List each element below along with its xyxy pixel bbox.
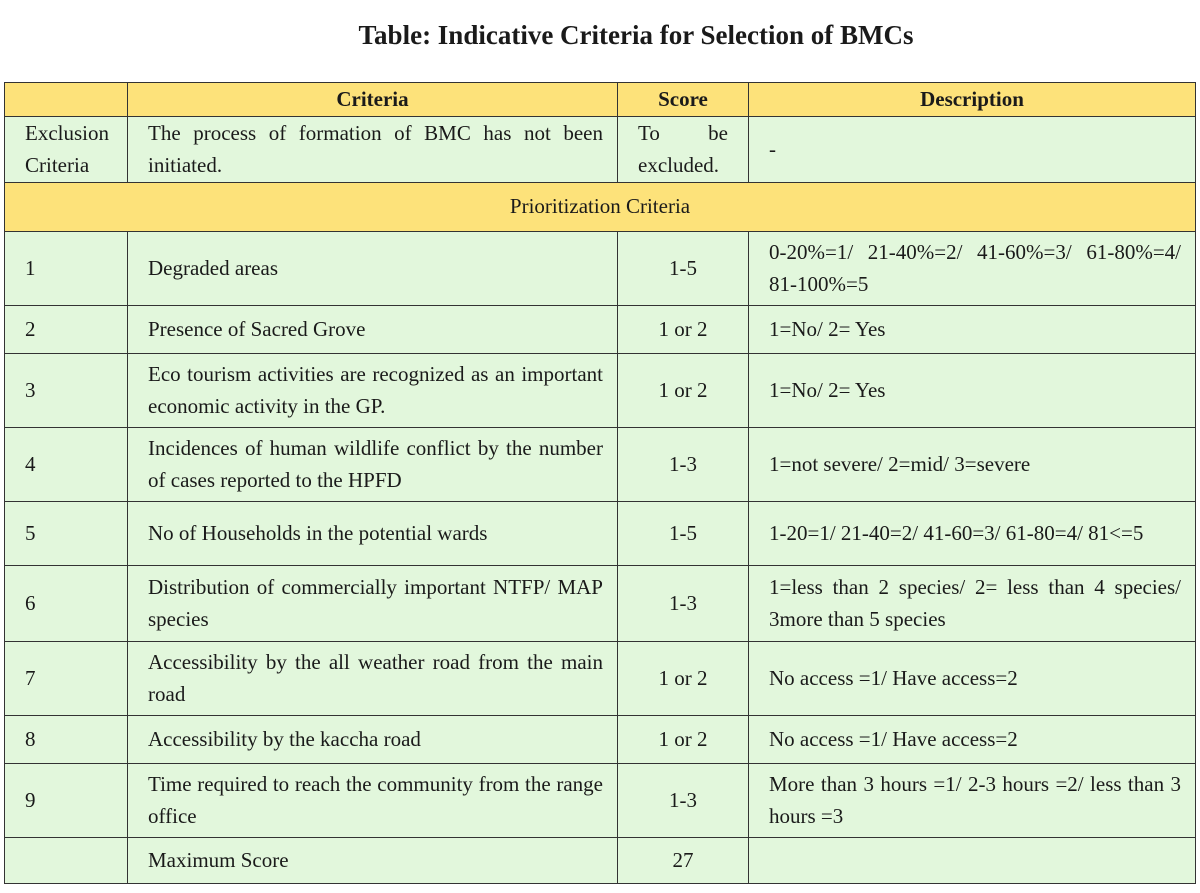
exclusion-criteria: The process of formation of BMC has not been initiated. bbox=[128, 116, 618, 182]
table-header-row bbox=[5, 83, 1196, 117]
row-score: 1-5 bbox=[618, 501, 749, 565]
table-row bbox=[5, 641, 1196, 715]
exclusion-score: To be excluded. bbox=[618, 116, 749, 182]
row-criteria: Accessibility by the all weather road from the main road bbox=[128, 641, 618, 715]
total-label: Maximum Score bbox=[128, 837, 618, 883]
exclusion-label: Exclusion Criteria bbox=[5, 116, 128, 182]
row-description: More than 3 hours =1/ 2-3 hours =2/ less than 3 hours =3 bbox=[749, 763, 1196, 837]
total-row bbox=[5, 837, 1196, 883]
header-description: Description bbox=[749, 83, 1196, 117]
row-criteria: Eco tourism activities are recognized as an important economic activity in the GP. bbox=[128, 353, 618, 427]
row-score: 1 or 2 bbox=[618, 641, 749, 715]
table-row bbox=[5, 763, 1196, 837]
row-score: 1 or 2 bbox=[618, 715, 749, 763]
total-number bbox=[5, 837, 128, 883]
row-criteria: Incidences of human wildlife conflict by the number of cases reported to the HPFD bbox=[128, 427, 618, 501]
row-score: 1-5 bbox=[618, 231, 749, 305]
row-criteria: Time required to reach the community from the range office bbox=[128, 763, 618, 837]
section-row bbox=[5, 182, 1196, 231]
table-row bbox=[5, 353, 1196, 427]
row-number: 8 bbox=[5, 715, 128, 763]
table-row bbox=[5, 715, 1196, 763]
row-score: 1-3 bbox=[618, 565, 749, 641]
row-criteria: Presence of Sacred Grove bbox=[128, 305, 618, 353]
row-number: 7 bbox=[5, 641, 128, 715]
row-number: 1 bbox=[5, 231, 128, 305]
row-number: 6 bbox=[5, 565, 128, 641]
table-title: Table: Indicative Criteria for Selection of BMCs bbox=[358, 20, 914, 50]
row-description: 1=less than 2 species/ 2= less than 4 species/ 3more than 5 species bbox=[749, 565, 1196, 641]
total-score: 27 bbox=[618, 837, 749, 883]
exclusion-description: - bbox=[749, 116, 1196, 182]
criteria-table bbox=[4, 82, 1196, 884]
table-row bbox=[5, 231, 1196, 305]
row-description: 0-20%=1/ 21-40%=2/ 41-60%=3/ 61-80%=4/ 81-100%=5 bbox=[749, 231, 1196, 305]
row-criteria: No of Households in the potential wards bbox=[128, 501, 618, 565]
header-criteria: Criteria bbox=[128, 83, 618, 117]
row-description: No access =1/ Have access=2 bbox=[749, 715, 1196, 763]
header-no bbox=[5, 83, 128, 117]
row-score: 1-3 bbox=[618, 763, 749, 837]
table-row bbox=[5, 501, 1196, 565]
row-number: 9 bbox=[5, 763, 128, 837]
row-criteria: Distribution of commercially important NTFP/ MAP species bbox=[128, 565, 618, 641]
row-description: 1=No/ 2= Yes bbox=[749, 305, 1196, 353]
row-description: No access =1/ Have access=2 bbox=[749, 641, 1196, 715]
row-number: 3 bbox=[5, 353, 128, 427]
exclusion-row bbox=[5, 116, 1196, 182]
row-number: 5 bbox=[5, 501, 128, 565]
row-description: 1=No/ 2= Yes bbox=[749, 353, 1196, 427]
header-score: Score bbox=[618, 83, 749, 117]
row-score: 1 or 2 bbox=[618, 353, 749, 427]
row-criteria: Accessibility by the kaccha road bbox=[128, 715, 618, 763]
row-score: 1-3 bbox=[618, 427, 749, 501]
row-number: 2 bbox=[5, 305, 128, 353]
row-description: 1=not severe/ 2=mid/ 3=severe bbox=[749, 427, 1196, 501]
row-description: 1-20=1/ 21-40=2/ 41-60=3/ 61-80=4/ 81<=5 bbox=[749, 501, 1196, 565]
table-row bbox=[5, 565, 1196, 641]
row-criteria: Degraded areas bbox=[128, 231, 618, 305]
section-label: Prioritization Criteria bbox=[5, 182, 1196, 231]
table-row bbox=[5, 305, 1196, 353]
row-score: 1 or 2 bbox=[618, 305, 749, 353]
table-row bbox=[5, 427, 1196, 501]
total-description bbox=[749, 837, 1196, 883]
row-number: 4 bbox=[5, 427, 128, 501]
